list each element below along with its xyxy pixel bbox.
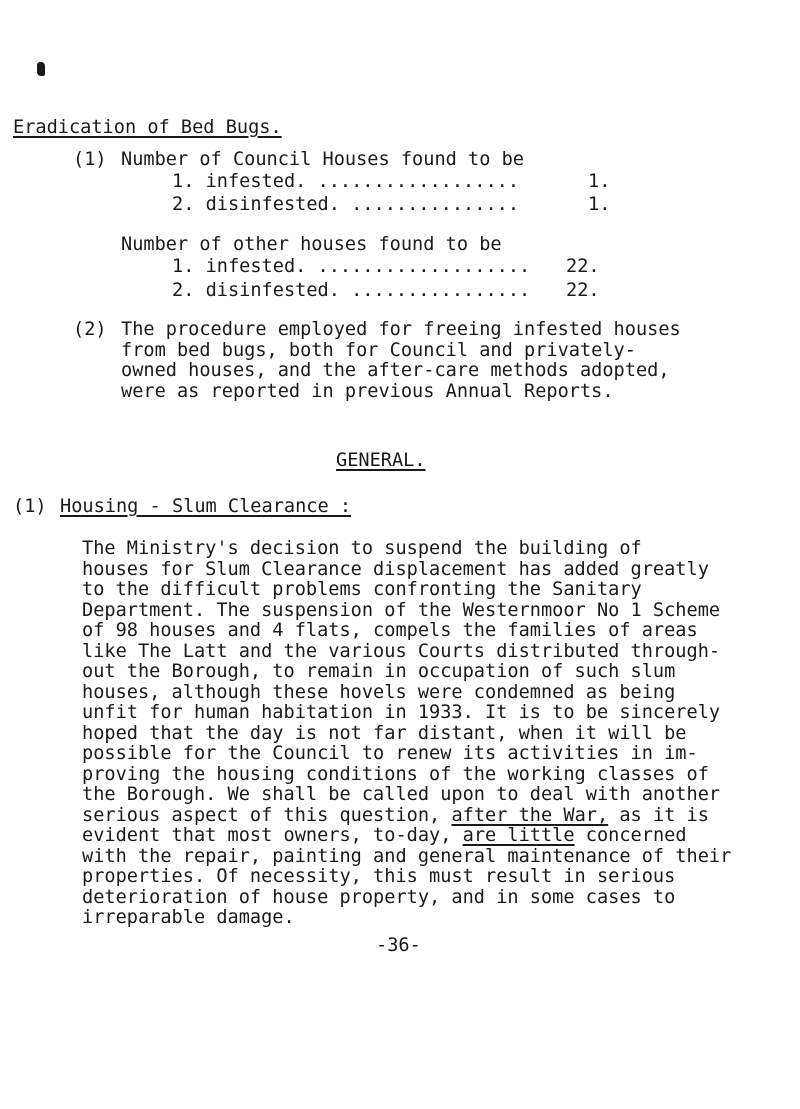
procedure-paragraph (121, 320, 800, 402)
paragraph-line: from bed bugs, both for Council and privately- (121, 339, 636, 361)
paragraph-line: Department. The suspension of the Westernmoor No 1 Scheme (82, 599, 721, 621)
other-infested-label: 1. infested. ................... (172, 256, 531, 277)
council-houses-label: Number of Council Houses found to be (121, 149, 524, 170)
other-houses-label: Number of other houses found to be (121, 234, 502, 255)
page-number: -36- (376, 935, 421, 956)
other-infested-value: 22. (566, 256, 600, 277)
other-disinfested-value: 22. (566, 280, 600, 301)
paragraph-line: proving the housing conditions of the working classes of (82, 763, 709, 785)
council-infested-label: 1. infested. .................. (172, 171, 520, 192)
paragraph-line: evident that most owners, to-day, are little concerned (82, 825, 687, 846)
paragraph-line: of 98 houses and 4 flats, compels the families of areas (82, 620, 698, 641)
housing-subheading: Housing - Slum Clearance : (60, 496, 352, 517)
paragraph-line: out the Borough, to remain in occupation of such slum (82, 661, 676, 682)
housing-paragraph (82, 539, 797, 929)
paragraph-line: were as reported in previous Annual Reports. (121, 380, 614, 402)
paragraph-line: houses, although these hovels were condemned as being (82, 681, 676, 703)
paragraph-line: houses for Slum Clearance displacement has added greatly (82, 558, 709, 580)
paragraph-line: deterioration of house property, and in some cases to (82, 886, 676, 908)
paragraph-line: possible for the Council to renew its activities in im- (82, 743, 698, 764)
paragraph-line: with the repair, painting and general maintenance of their (82, 845, 732, 867)
underlined-phrase: after the War, (451, 804, 609, 826)
paragraph-line: the Borough. We shall be called upon to deal with another (82, 784, 721, 805)
bed-bugs-heading: Eradication of Bed Bugs. (13, 117, 282, 138)
council-disinfested-label: 2. disinfested. ............... (172, 194, 520, 215)
underlined-phrase: are little (462, 825, 575, 846)
other-disinfested-label: 2. disinfested. ................ (172, 280, 531, 301)
paragraph-line: properties. Of necessity, this must result in serious (82, 866, 676, 887)
paragraph-line: like The Latt and the various Courts distributed through- (82, 640, 721, 662)
paragraph-line: serious aspect of this question, after the War, as it is (82, 804, 709, 826)
council-infested-value: 1. (588, 171, 611, 192)
scan-mark (37, 62, 45, 76)
paragraph-line: The procedure employed for freeing infested houses (121, 319, 681, 340)
paragraph-line: irreparable damage. (82, 907, 295, 928)
paragraph-line: hoped that the day is not far distant, when it will be (82, 722, 687, 744)
paragraph-line: unfit for human habitation in 1933. It is to be sincerely (82, 702, 721, 723)
item-number: (1) (13, 496, 47, 517)
general-heading: GENERAL. (336, 450, 426, 471)
item-number: (1) (73, 149, 107, 170)
item-number: (2) (73, 319, 107, 340)
paragraph-line: owned houses, and the after-care methods adopted, (121, 360, 670, 381)
paragraph-line: The Ministry's decision to suspend the building of (82, 538, 642, 559)
paragraph-line: to the difficult problems confronting the Sanitary (82, 579, 642, 600)
council-disinfested-value: 1. (588, 194, 611, 215)
